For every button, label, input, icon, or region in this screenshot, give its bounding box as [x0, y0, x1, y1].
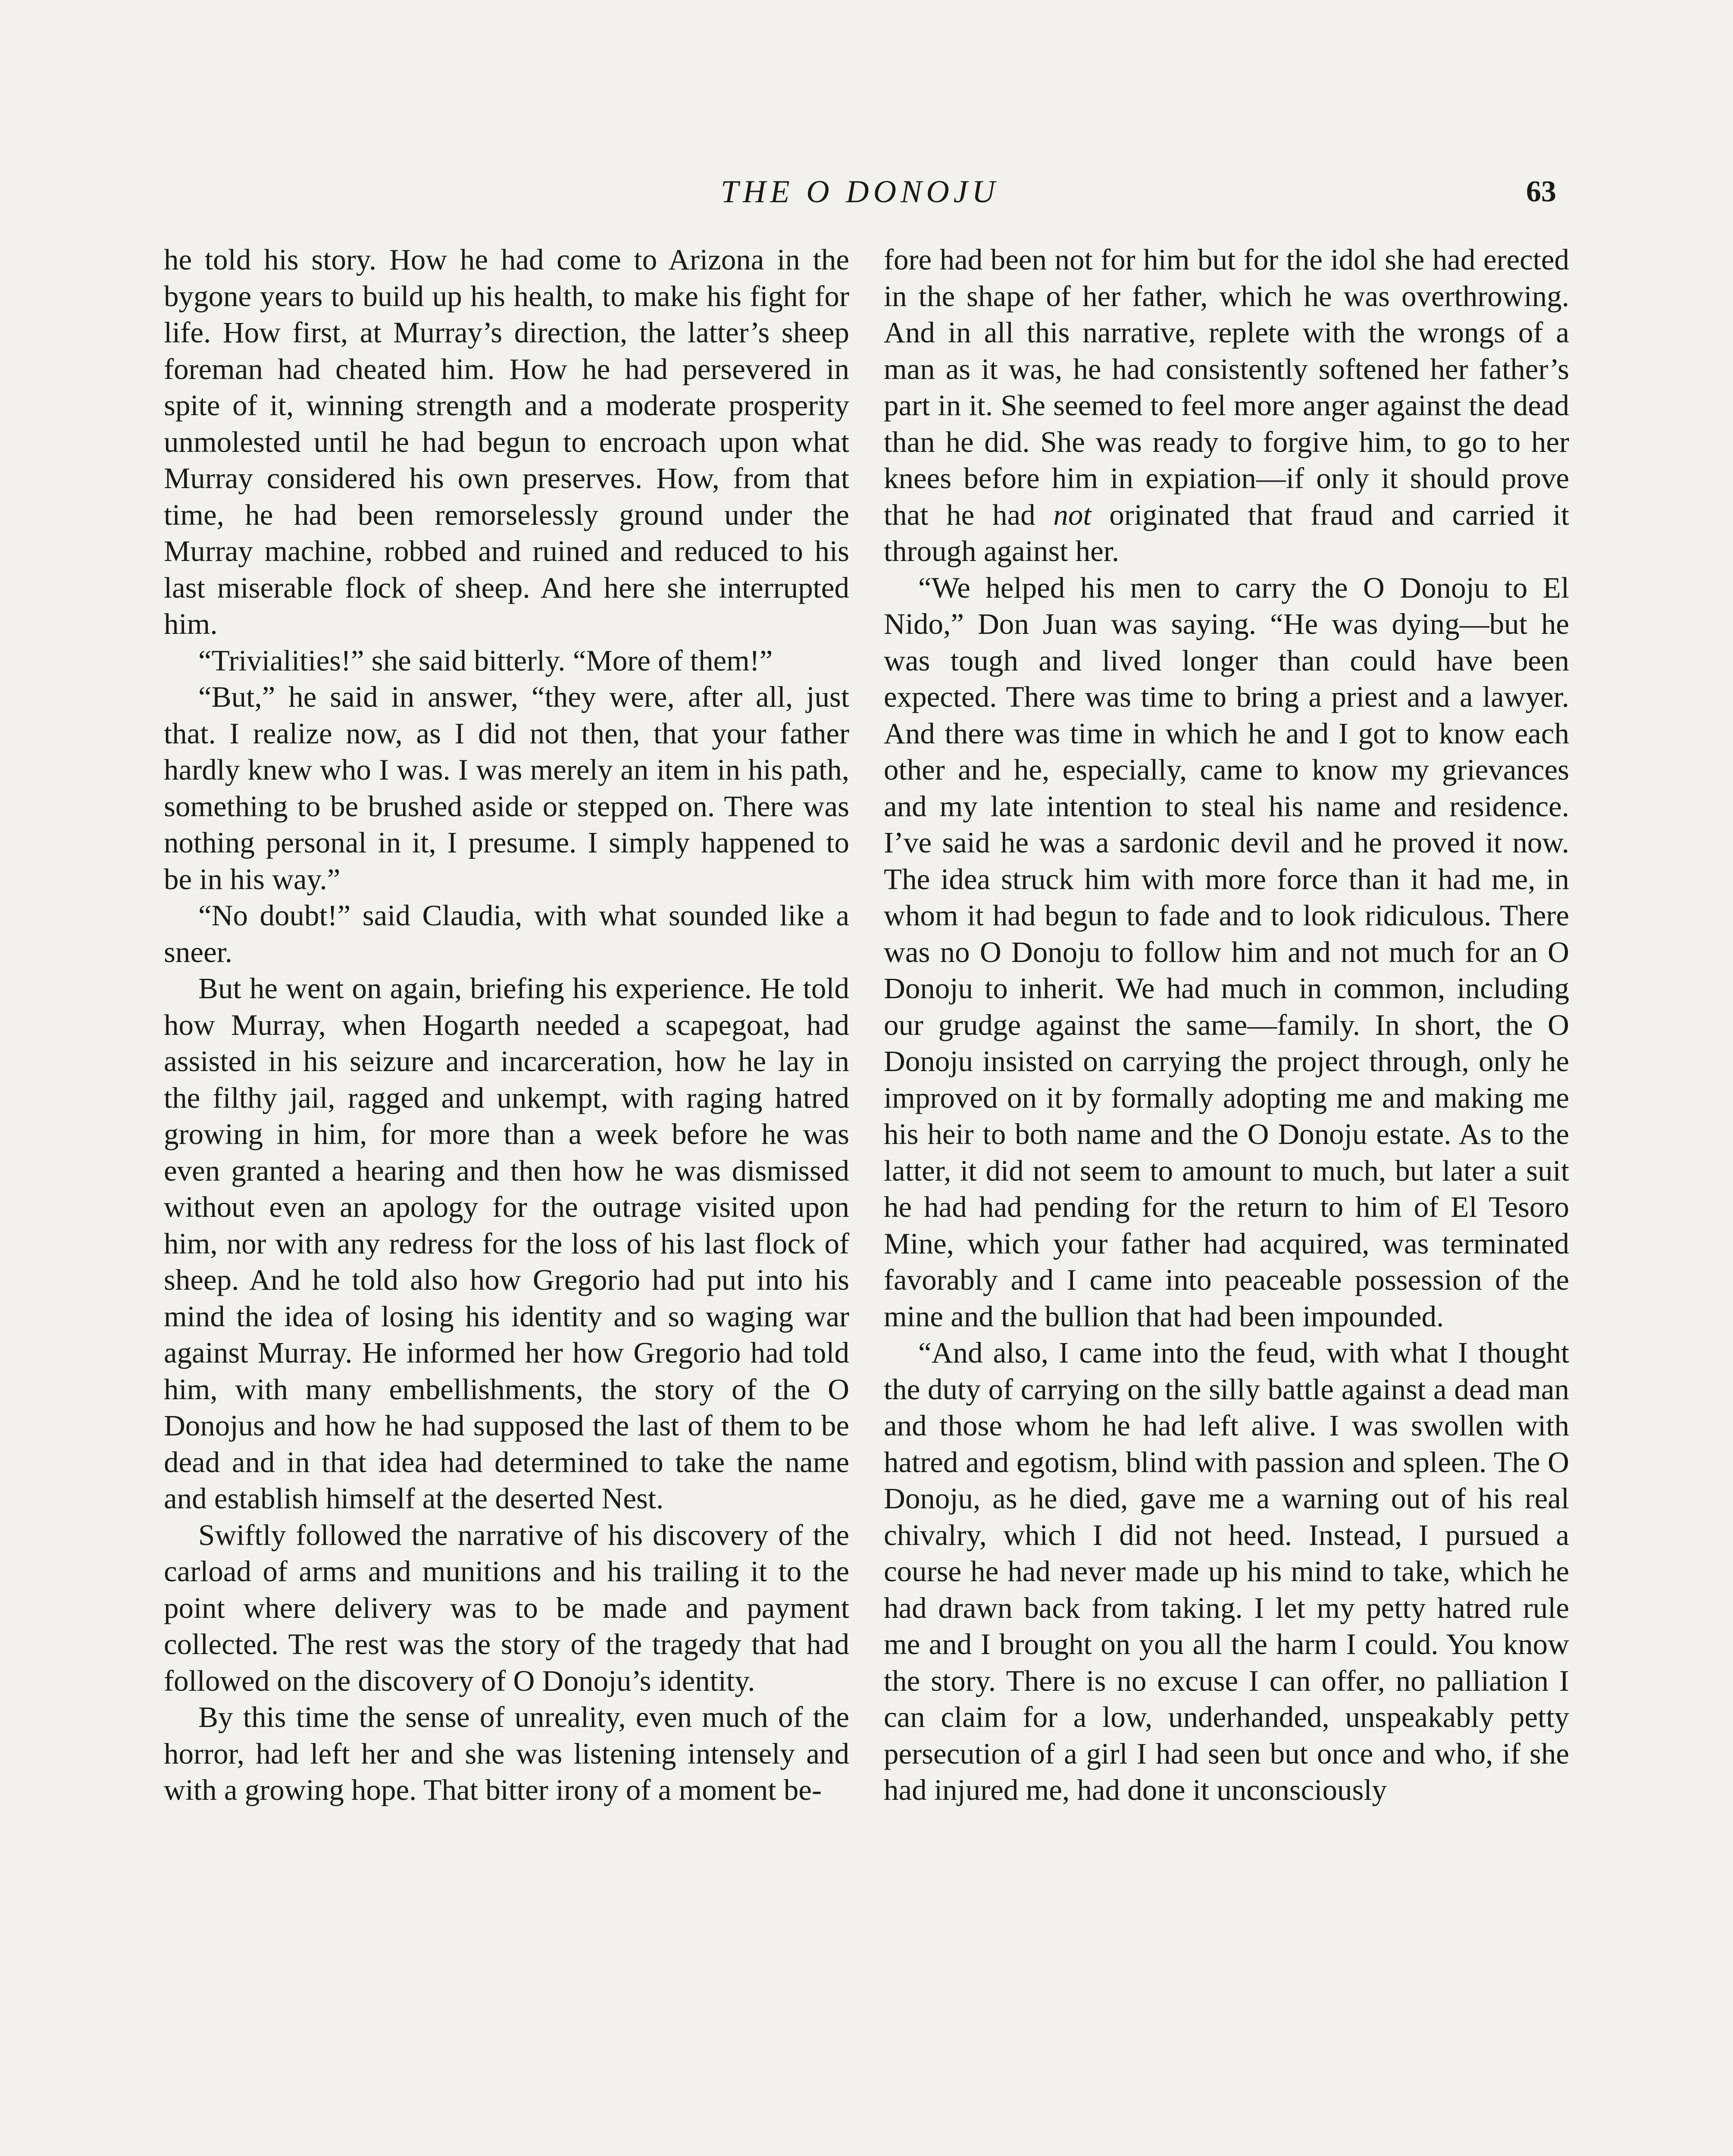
- left-column: [164, 241, 849, 2156]
- running-title: THE O DONOJU: [720, 174, 1000, 210]
- paragraph: [884, 241, 1569, 570]
- paragraph: “We helped his men to carry the O Donoju to El Nido,” Don Juan was saying. “He was dying—but he was tough and lived longer than could have been expected. There was time to bring a priest and a lawyer. And there was time in which he and I got to know each other and he, especially, came to know my grievances and my late intention to steal his name and residence. I’ve said he was a sardonic devil and he proved it now. The idea struck him with more force than it had me, in whom it had begun to fade and to look ridiculous. There was no O Donoju to follow him and not much for an O Donoju to inherit. We had much in common, including our grudge against the same—family. In short, the O Donoju insisted on carrying the project through, only he improved on it by formally adopting me and making me his heir to both name and the O Donoju estate. As to the latter, it did not seem to amount to much, but later a suit he had had pending for the return to him of El Tesoro Mine, which your father had acquired, was terminated favorably and I came into peaceable possession of the mine and the bullion that had been impounded.: [884, 571, 1569, 1333]
- paragraph: But he went on again, briefing his experience. He told how Murray, when Hogarth needed a scapegoat, had assisted in his seizure and incarceration, how he lay in the filthy jail, ragged and unkempt, with raging hatred growing in him, for more than a week before he was even granted a hearing and then how he was dismissed without even an apology for the outrage visited upon him, nor with any redress for the loss of his last flock of sheep. And he told also how Gregorio had put into his mind the idea of losing his identity and so waging war against Murray. He informed her how Gregorio had told him, with many embellishments, the story of the O Donojus and how he had supposed the last of them to be dead and in that idea had determined to take the name and establish himself at the deserted Nest.: [164, 972, 849, 1515]
- paragraph: “But,” he said in answer, “they were, after all, just that. I realize now, as I did not then, that your father hardly knew who I was. I was merely an item in his path, something to be brushed aside or stepped on. There was nothing personal in it, I presume. I simply happened to be in his way.”: [164, 680, 849, 896]
- page-number: 63: [1526, 175, 1556, 208]
- paragraph: “No doubt!” said Claudia, with what sounded like a sneer.: [164, 899, 849, 968]
- right-column: [884, 241, 1569, 2156]
- paragraph: “And also, I came into the feud, with what I thought the duty of carrying on the silly battle against a dead man and those whom he had left alive. I was swollen with hatred and egotism, blind with passion and spleen. The O Donoju, as he died, gave me a warning out of his real chivalry, which I did not heed. Instead, I pursued a course he had never made up his mind to take, which he had drawn back from taking. I let my petty hatred rule me and I brought on you all the harm I could. You know the story. There is no excuse I can offer, no palliation I can claim for a low, underhanded, unspeakably petty persecution of a girl I had seen but once and who, if she had injured me, had done it unconsciously: [884, 1336, 1569, 1806]
- paragraph: By this time the sense of unreality, even much of the horror, had left her and she was listening intensely and with a growing hope. That bitter irony of a moment be-: [164, 1701, 849, 1806]
- paragraph-text: fore had been not for him but for the idol she had erected in the shape of her father, which he was overthrowing. And in all this narrative, replete with the wrongs of a man as it was, he had consistently softened her father’s part in it. She seemed to feel more anger against the dead than he did. She was ready to forgive him, to go to her knees before him in expiation—if only it should prove that he had: [884, 243, 1569, 531]
- emphasized-word: not: [1053, 498, 1092, 531]
- paragraph: he told his story. How he had come to Arizona in the bygone years to build up his health, to make his fight for life. How first, at Murray’s direction, the latter’s sheep foreman had cheated him. How he had persevered in spite of it, winning strength and a moderate prosperity unmolested until he had begun to encroach upon what Murray considered his own preserves. How, from that time, he had been remorselessly ground under the Murray machine, robbed and ruined and reduced to his last miserable flock of sheep. And here she interrupted him.: [164, 243, 849, 640]
- page-header: [164, 166, 1556, 218]
- text-columns: [164, 241, 1569, 2156]
- paragraph: “Trivialities!” she said bitterly. “More of them!”: [198, 644, 773, 677]
- paragraph-text: originated that fraud and carried it through against her.: [884, 498, 1569, 567]
- paragraph: Swiftly followed the narrative of his discovery of the carload of arms and munitions and his trailing it to the point where delivery was to be made and payment collected. The rest was the story of the tragedy that had followed on the discovery of O Donoju’s identity.: [164, 1518, 849, 1697]
